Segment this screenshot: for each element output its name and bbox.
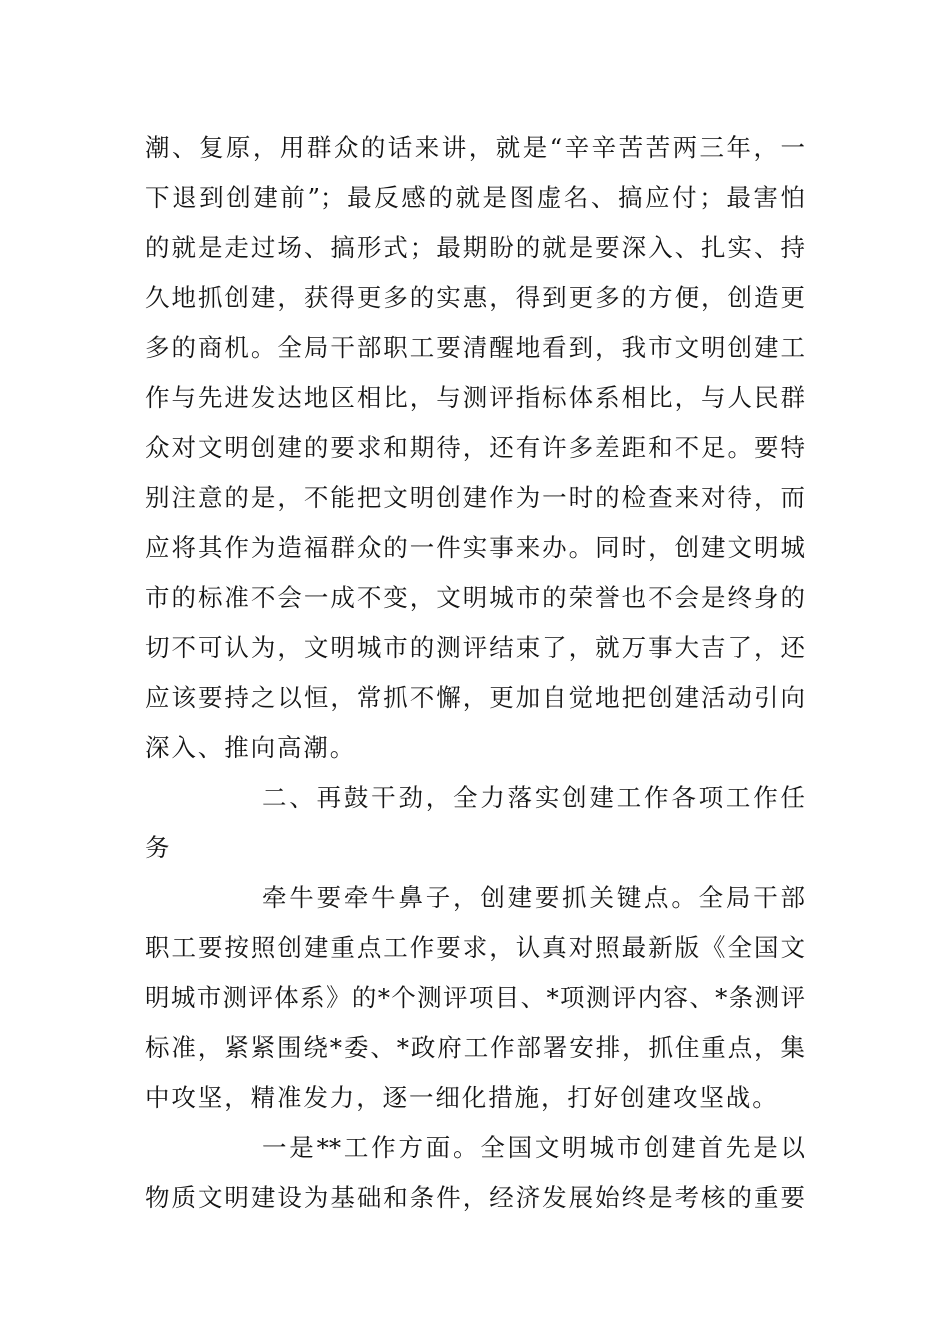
text-line: 下退到创建前”；最反感的就是图虚名、搞应付；最害怕 (145, 183, 805, 212)
text-line: 的就是走过场、搞形式；最期盼的就是要深入、扎实、持 (145, 233, 805, 262)
text-line: 作与先进发达地区相比，与测评指标体系相比，与人民群 (145, 383, 805, 412)
text-line: 别注意的是，不能把文明创建作为一时的检查来对待，而 (145, 483, 805, 512)
text-line: 职工要按照创建重点工作要求，认真对照最新版《全国文 (145, 933, 805, 962)
section-heading (145, 773, 805, 873)
text-line: 市的标准不会一成不变，文明城市的荣誉也不会是终身的 (145, 583, 805, 612)
text-line: 潮、复原，用群众的话来讲，就是“辛辛苦苦两三年，一 (145, 133, 805, 162)
text-line: 物质文明建设为基础和条件，经济发展始终是考核的重要 (145, 1183, 805, 1212)
text-line: 久地抓创建，获得更多的实惠，得到更多的方便，创造更 (145, 283, 805, 312)
text-line: 牵牛要牵牛鼻子，创建要抓关键点。全局干部 (262, 883, 805, 912)
text-line: 应将其作为造福群众的一件实事来办。同时，创建文明城 (145, 533, 805, 562)
text-line: 切不可认为，文明城市的测评结束了，就万事大吉了，还 (145, 633, 805, 662)
text-line: 中攻坚，精准发力，逐一细化措施，打好创建攻坚战。 (145, 1083, 779, 1112)
text-line: 标准，紧紧围绕*委、*政府工作部署安排，抓住重点，集 (145, 1033, 805, 1062)
text-line: 明城市测评体系》的*个测评项目、*项测评内容、*条测评 (145, 983, 805, 1012)
document-body (145, 123, 805, 1223)
paragraph-continuation (145, 123, 805, 773)
text-line: 应该要持之以恒，常抓不懈，更加自觉地把创建活动引向 (145, 683, 805, 712)
paragraph (145, 873, 805, 1123)
text-line: 多的商机。全局干部职工要清醒地看到，我市文明创建工 (145, 333, 805, 362)
heading-line: 二、再鼓干劲，全力落实创建工作各项工作任 (262, 783, 805, 812)
heading-line: 务 (145, 833, 172, 862)
text-line: 众对文明创建的要求和期待，还有许多差距和不足。要特 (145, 433, 805, 462)
paragraph (145, 1123, 805, 1223)
text-line: 一是**工作方面。全国文明城市创建首先是以 (262, 1133, 805, 1162)
text-line: 深入、推向高潮。 (145, 733, 357, 762)
